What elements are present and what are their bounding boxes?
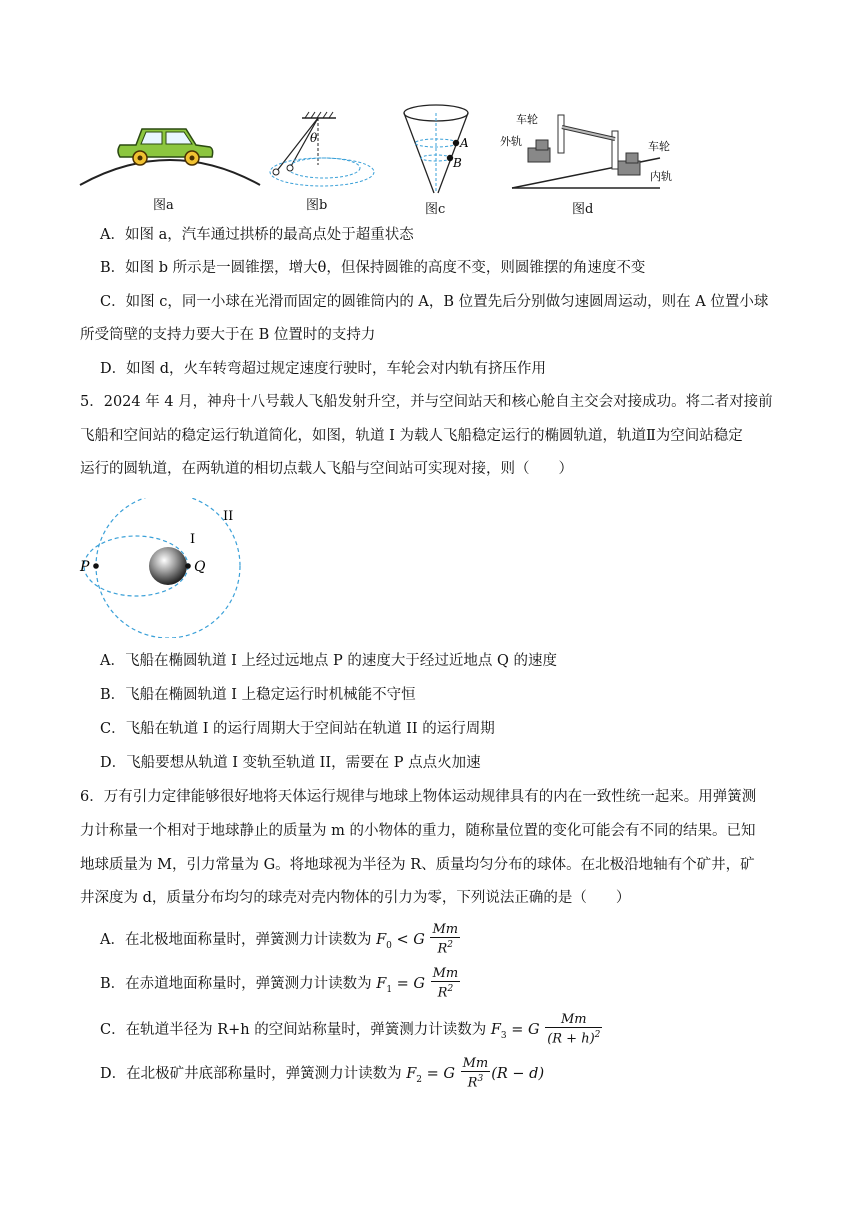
q6-option-b-lhs: F [376,976,387,992]
label-inner-rail: 内轨 [650,170,672,183]
label-wheel-left: 车轮 [516,113,538,126]
figure-b-caption: 图b [306,198,328,213]
q5-orbit-figure [78,498,253,638]
q5-stem-line1: 5．2024 年 4 月，神舟十八号载人飞船发射升空，并与空间站天和核心舱自主交会对接成功。将二者对接前 [80,394,773,410]
q6-option-a-sub: 0 [386,940,392,951]
q4-option-b: B．如图 b 所示是一圆锥摆，增大θ，但保持圆锥的高度不变，则圆锥摆的角速度不变 [100,260,646,276]
q4-option-c-line1: C．如图 c，同一小球在光滑而固定的圆锥筒内的 A，B 位置先后分别做匀速圆周运动，则在 A 位置小球 [100,294,769,310]
figure-a-car-bridge [78,95,263,195]
q6-stem-line3: 地球质量为 M，引力常量为 G。将地球视为半径为 R、质量均匀分布的球体。在北极沿地轴有个矿井，矿 [80,857,755,873]
q6-option-d-text: D．在北极矿井底部称量时，弹簧测力计读数为 [100,1066,402,1082]
q6-option-b-rel: = G [392,976,426,992]
q6-option-d [100,1056,544,1092]
q6-option-a-rel: < G [391,932,425,948]
q6-option-b-sub: 1 [386,984,393,995]
q6-option-c-lhs: F [490,1022,501,1038]
q5-stem-line3: 运行的圆轨道，在两轨道的相切点载人飞船与空间站可实现对接，则（ ） [80,461,573,477]
q6-option-d-tail: (R − d) [491,1066,545,1082]
label-II: II [223,509,234,524]
label-P: P [80,559,90,575]
label-wheel-right: 车轮 [648,140,670,153]
q6-stem-line1: 6．万有引力定律能够很好地将天体运行规律与地球上物体运动规律具有的内在一致性统一起来。用弹簧测 [80,789,757,805]
q6-option-c [100,1012,603,1048]
label-A: A [460,136,469,150]
figure-d-train-track [500,103,685,193]
q6-option-d-fraction: $\frac{Mm}{R^3}$ [462,1056,489,1091]
q6-option-d-sub: 2 [416,1074,423,1085]
label-Q: Q [194,559,206,575]
q6-option-a [100,922,461,958]
q6-option-c-rel: = G [506,1022,540,1038]
q6-option-c-fraction: $\frac{Mm}{(R + h)^2}$ [547,1012,601,1047]
label-I: I [190,532,196,547]
figure-c-caption: 图c [425,202,446,217]
earth [149,547,187,585]
q5-stem-line2: 飞船和空间站的稳定运行轨道简化，如图，轨道 I 为载人飞船稳定运行的椭圆轨道，轨道Ⅱ为空间站稳定 [80,428,743,444]
q6-option-d-rel: = G [422,1066,455,1082]
q6-option-a-lhs: F [376,932,387,948]
q6-option-b [100,966,461,1002]
q6-option-a-text: A．在北极地面称量时，弹簧测力计读数为 [100,932,372,948]
q6-option-b-fraction: $\frac{Mm}{R^2}$ [432,966,459,1001]
figure-a-caption: 图a [153,198,174,213]
label-outer-rail: 外轨 [500,135,522,148]
figure-c-cone [398,103,478,198]
q6-option-d-lhs: F [406,1066,417,1082]
label-B: B [453,156,462,170]
q6-option-c-text: C．在轨道半径为 R+h 的空间站称量时，弹簧测力计读数为 [100,1022,487,1038]
q6-option-b-text: B．在赤道地面称量时，弹簧测力计读数为 [100,976,372,992]
theta-label: θ [310,131,318,145]
q6-option-a-fraction: $\frac{Mm}{R^2}$ [432,922,459,957]
q5-option-d: D．飞船要想从轨道 I 变轨至轨道 II，需要在 P 点点火加速 [100,755,481,771]
figure-b-conical-pendulum [262,100,377,200]
q5-option-c: C．飞船在轨道 I 的运行周期大于空间站在轨道 II 的运行周期 [100,721,495,737]
figure-row-q4 [0,95,860,220]
q6-option-c-sub: 3 [500,1030,507,1041]
q5-option-a: A．飞船在椭圆轨道 I 上经过远地点 P 的速度大于经过近地点 Q 的速度 [100,653,557,669]
q6-stem-line4: 井深度为 d，质量分布均匀的球壳对壳内物体的引力为零，下列说法正确的是（ ） [80,890,631,906]
q4-option-c-line2: 所受筒壁的支持力要大于在 B 位置时的支持力 [80,327,376,343]
figure-d-caption: 图d [572,202,594,217]
q4-option-d: D．如图 d，火车转弯超过规定速度行驶时，车轮会对内轨有挤压作用 [100,361,547,377]
q6-stem-line2: 力计称量一个相对于地球静止的质量为 m 的小物体的重力，随称量位置的变化可能会有不同的结果。已知 [80,823,756,839]
q5-option-b: B．飞船在椭圆轨道 I 上稳定运行时机械能不守恒 [100,687,416,703]
q4-option-a: A．如图 a，汽车通过拱桥的最高点处于超重状态 [100,227,414,243]
